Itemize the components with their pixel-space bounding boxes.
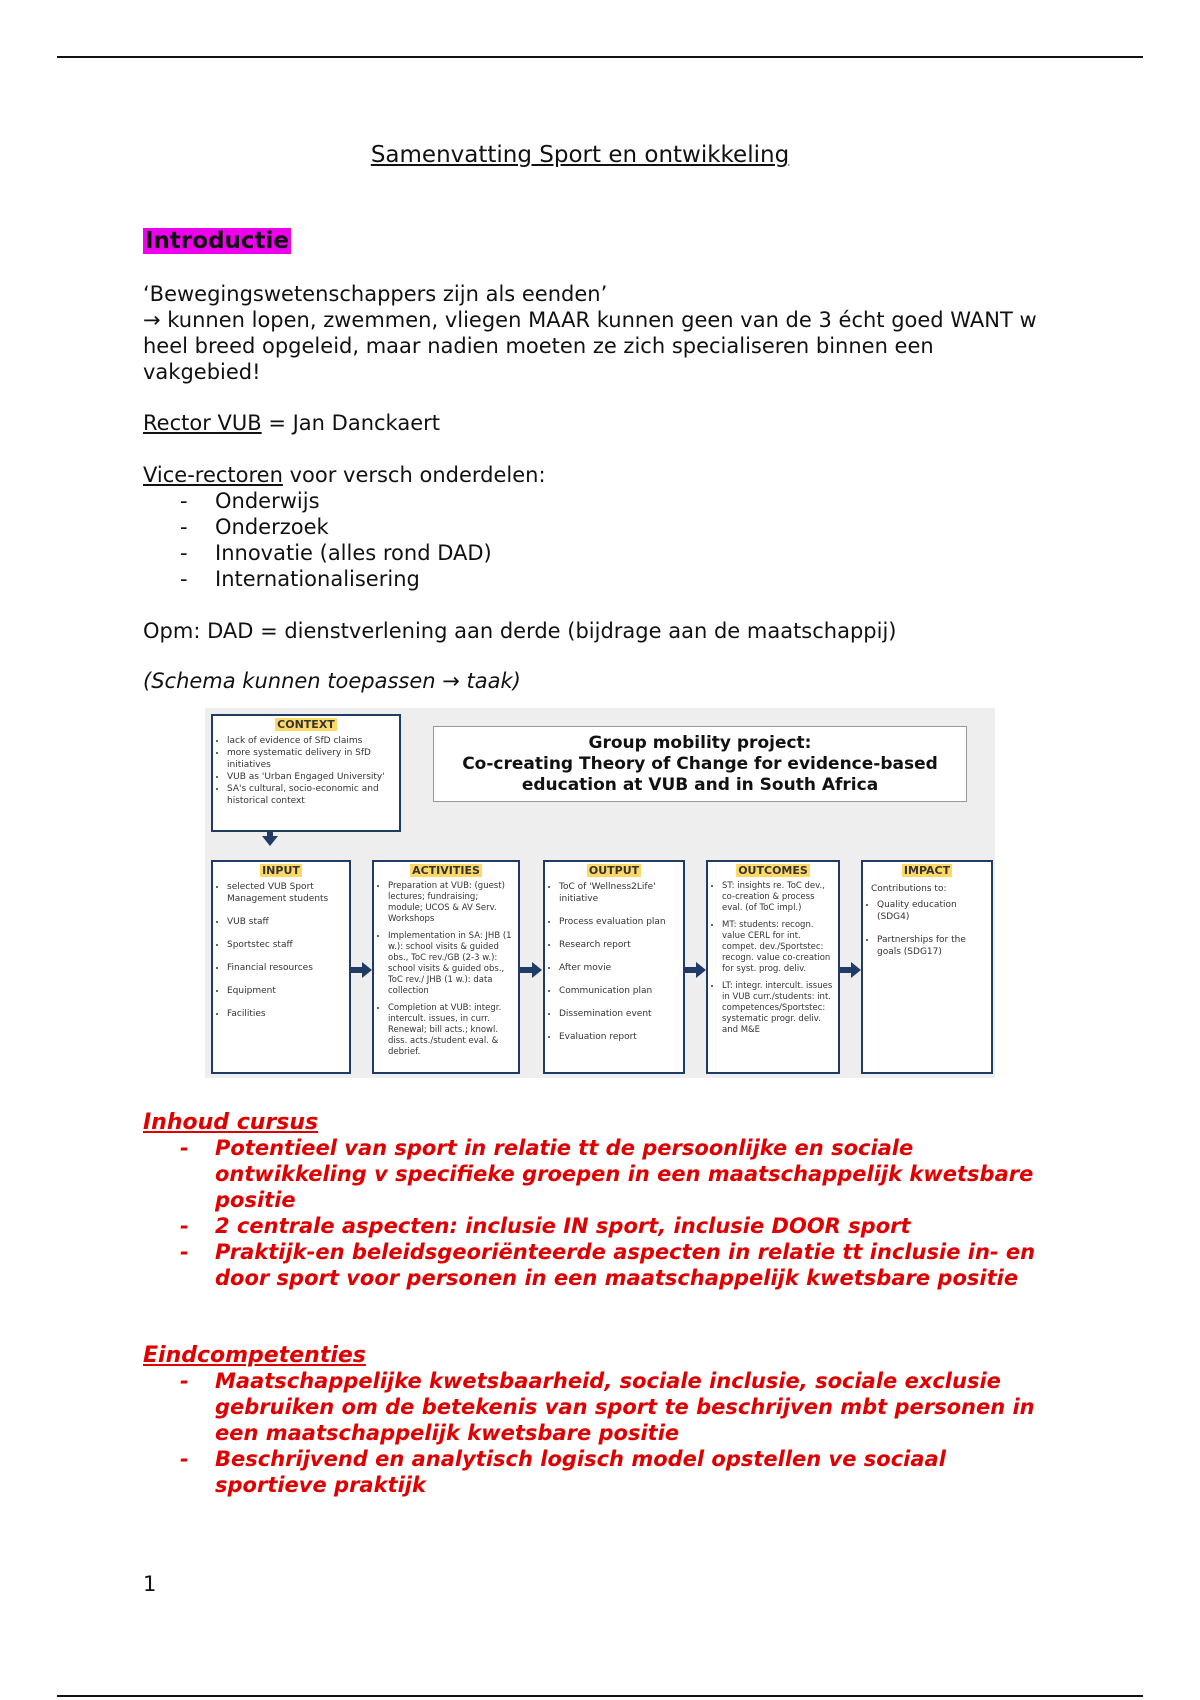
list-item: - Maatschappelijke kwetsbaarheid, sociale inclusie, sociale exclusie gebruiken om de betekenis van sport te beschrijven mbt personen in een maatschappelijk kwetsbare positie [143,1368,1063,1446]
theory-of-change-diagram [205,708,995,1078]
list-item: • VUB staff [227,916,345,928]
list-item: • Facilities [227,1008,345,1020]
list-item: • lack of evidence of SfD claims [227,735,395,747]
list-item: • Financial resources [227,962,345,974]
vice-text: voor versch onderdelen: [282,463,546,487]
right-arrow-icon [362,962,372,978]
list-item: • Communication plan [559,985,679,997]
activities-box [372,860,520,1074]
input-box [211,860,351,1074]
list-item: - Beschrijvend en analytisch logisch model opstellen ve sociaal sportieve praktijk [143,1446,1063,1498]
list-item: • ToC of 'Wellness2Life' initiative [559,881,679,905]
right-arrow-icon [851,962,861,978]
right-arrow-icon [696,962,706,978]
list-item: • Partnerships for the goals (SDG17) [877,934,987,958]
schema-note: (Schema kunnen toepassen → taak) [143,669,521,693]
list-item: • Evaluation report [559,1031,679,1043]
list-item: - Internationalisering [143,566,1043,592]
vice-list [143,488,1043,592]
list-item: • selected VUB Sport Management students [227,881,345,905]
list-item: - Potentieel van sport in relatie tt de persoonlijke en sociale ontwikkeling v specifieke groepen in een maatschappelijk kwetsbare positie [143,1135,1063,1213]
header-rule [57,56,1143,58]
list-item: - 2 centrale aspecten: inclusie IN sport, inclusie DOOR sport [143,1213,1063,1239]
section-heading-introductie: Introductie [145,228,290,254]
list-item: • more systematic delivery in SfD initiatives [227,747,395,771]
rector-line [143,410,1043,436]
opm-note: Opm: DAD = dienstverlening aan derde (bijdrage aan de maatschappij) [143,619,897,643]
list-item: - Praktijk-en beleidsgeoriënteerde aspecten in relatie tt inclusie in- en door sport voor personen in een maatschappelijk kwetsbare positie [143,1239,1063,1291]
right-arrow-icon [532,962,542,978]
output-box [543,860,685,1074]
list-item: - Onderwijs [143,488,1043,514]
group-project-title: Group mobility project: Co-creating Theory of Change for evidence-based education at VUB and in South Africa [433,726,967,802]
list-item: • Research report [559,939,679,951]
outcomes-box [706,860,840,1074]
list-item: • ST: insights re. ToC dev., co-creation & process eval. (of ToC impl.) [722,881,834,914]
intro-quote-block [143,281,1043,385]
eind-list [143,1368,1063,1498]
context-box [211,714,401,832]
vice-rectors-block [143,462,1043,592]
list-item: • Dissemination event [559,1008,679,1020]
impact-intro: Contributions to: [871,884,947,894]
outcomes-label: OUTCOMES [738,864,808,877]
input-label: INPUT [262,864,300,877]
intro-quote: ‘Bewegingswetenschappers zijn als eenden’ [143,282,608,306]
impact-label: IMPACT [903,864,951,877]
page-title: Samenvatting Sport en ontwikkeling [370,142,790,168]
footer-rule [57,1695,1143,1697]
down-arrow-icon [262,836,278,846]
activities-label: ACTIVITIES [412,864,480,877]
inhoud-list [143,1135,1063,1291]
list-item: • Process evaluation plan [559,916,679,928]
rector-label: Rector VUB [143,411,262,435]
vice-label: Vice-rectoren [143,463,283,487]
list-item: - Innovatie (alles rond DAD) [143,540,1043,566]
impact-box [861,860,993,1074]
list-item: - Onderzoek [143,514,1043,540]
list-item: • After movie [559,962,679,974]
list-item: • SA's cultural, socio-economic and historical context [227,783,395,807]
list-item: • Sportstec staff [227,939,345,951]
list-item: • LT: integr. intercult. issues in VUB curr./students: int. competences/Sportstec: systematic progr. deliv. and M&E [722,981,834,1036]
rector-value: = Jan Danckaert [261,411,440,435]
list-item: • Implementation in SA: JHB (1 w.): school visits & guided obs., ToC rev./GB (2-3 w.): school visits & guided obs., ToC rev./ JHB (1 w.): data collection [388,931,514,997]
list-item: • VUB as 'Urban Engaged University' [227,771,395,783]
list-item: • Completion at VUB: integr. intercult. issues, in curr. Renewal; bill acts.; knowl. diss. acts./student eval. & debrief. [388,1003,514,1058]
list-item: • Preparation at VUB: (guest) lectures; fundraising; module; UCOS & AV Serv. Workshops [388,881,514,925]
context-label: CONTEXT [277,718,335,731]
section-heading-eindcompetenties: Eindcompetenties [143,1343,366,1368]
list-item: • Quality education (SDG4) [877,899,987,923]
list-item: • Equipment [227,985,345,997]
output-label: OUTPUT [588,864,640,877]
intro-explanation: → kunnen lopen, zwemmen, vliegen MAAR kunnen geen van de 3 écht goed WANT w heel breed opgeleid, maar nadien moeten ze zich specialiseren binnen een vakgebied! [143,308,1037,384]
list-item: • MT: students: recogn. value CERL for int. compet. dev./Sportstec: recogn. value co-creation for syst. prog. deliv. [722,920,834,975]
section-heading-inhoud-cursus: Inhoud cursus [143,1110,319,1135]
page-number: 1 [143,1572,157,1596]
